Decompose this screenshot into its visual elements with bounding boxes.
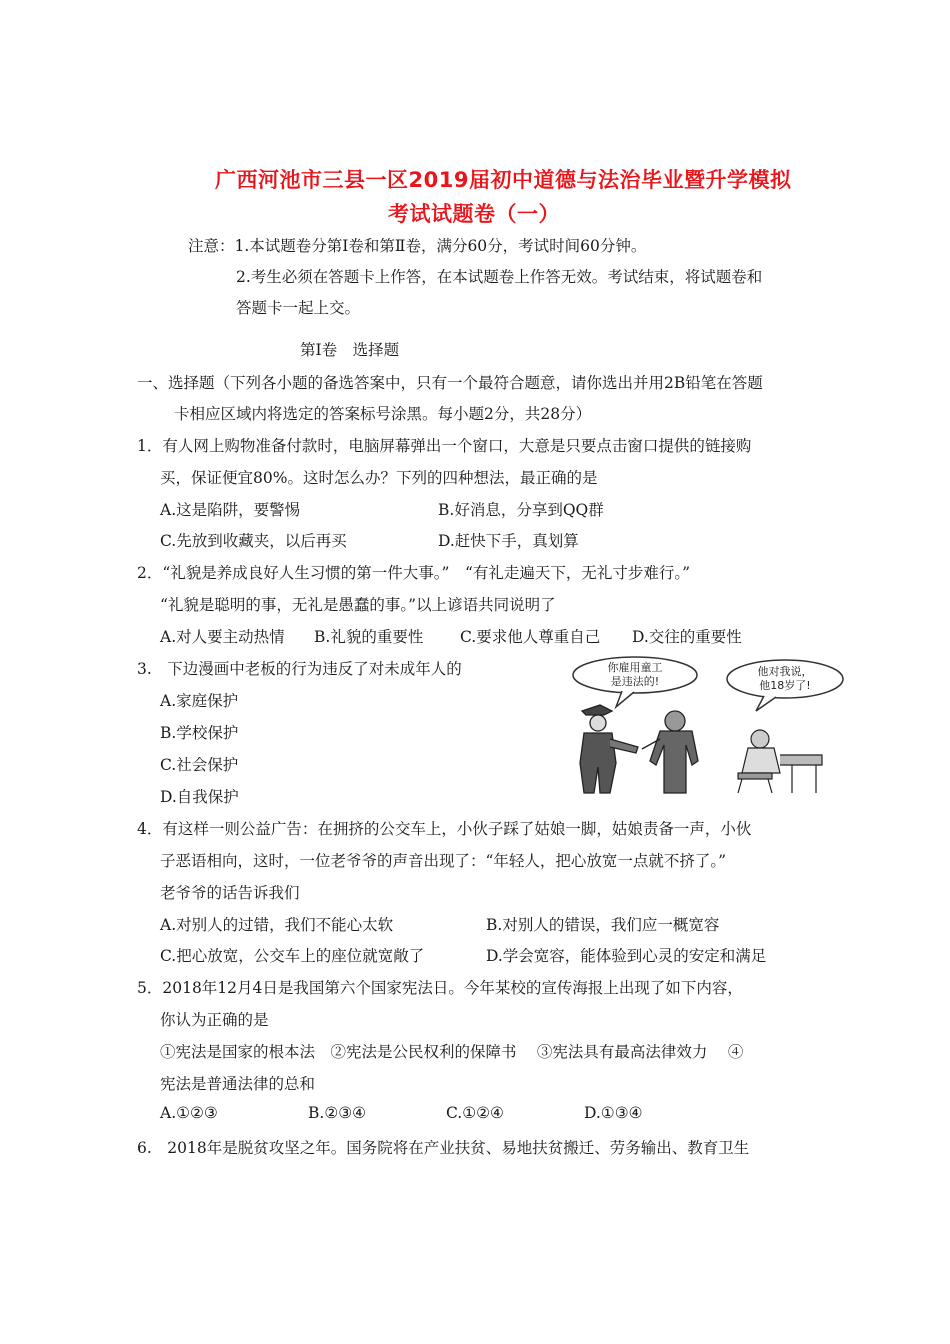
question-3-option-d: D.自我保护	[160, 788, 239, 806]
question-2-option-a: A.对人要主动热情	[160, 628, 285, 646]
question-2-stem-line-2: “礼貌是聪明的事，无礼是愚蠢的事。”以上谚语共同说明了	[160, 596, 556, 614]
question-4-option-b: B.对别人的错误，我们应一概宽容	[486, 916, 720, 934]
question-5-option-a: A.①②③	[160, 1104, 218, 1122]
question-3-option-c: C.社会保护	[160, 756, 239, 774]
question-1-option-b: B.好消息，分享到QQ群	[438, 501, 604, 519]
notice-line-1: 注意：1.本试题卷分第Ⅰ卷和第Ⅱ卷，满分60分，考试时间60分钟。	[188, 237, 647, 255]
part-one-instruction-line-2: 卡相应区域内将选定的答案标号涂黑。每小题2分，共28分）	[174, 405, 592, 423]
question-5-statements-line-2: 宪法是普通法律的总和	[160, 1075, 316, 1093]
officer-figure	[580, 705, 638, 793]
question-1-option-a: A.这是陷阱，要警惕	[160, 501, 301, 519]
speech-bubble-right-text-1: 他对我说，	[757, 665, 813, 678]
speech-bubble-left-text-2: 是违法的!	[610, 675, 660, 688]
speech-bubble-right-text-2: 他18岁了!	[759, 679, 811, 692]
question-1-option-c: C.先放到收藏夹，以后再买	[160, 532, 347, 550]
boss-figure	[642, 711, 698, 793]
question-4-option-d: D.学会宽容，能体验到心灵的安定和满足	[486, 947, 767, 965]
question-3-option-a: A.家庭保护	[160, 692, 239, 710]
question-5-option-c: C.①②④	[446, 1104, 504, 1122]
document-title-line-2: 考试试题卷（一）	[388, 202, 560, 226]
question-5-stem-line-1: 5．2018年12月4日是我国第六个国家宪法日。今年某校的宣传海报上出现了如下内容，	[137, 979, 743, 997]
question-1-option-d: D.赶快下手，真划算	[438, 532, 579, 550]
child-labor-cartoon	[560, 655, 848, 795]
question-2-option-c: C.要求他人尊重自己	[460, 628, 601, 646]
question-3-stem: 3. 下边漫画中老板的行为违反了对未成年人的	[137, 660, 462, 678]
question-1-stem-line-2: 买，保证便宜80%。这时怎么办？下列的四种想法，最正确的是	[160, 469, 598, 487]
question-5-option-b: B.②③④	[308, 1104, 367, 1122]
question-4-stem-line-1: 4．有这样一则公益广告：在拥挤的公交车上，小伙子踩了姑娘一脚，姑娘责备一声，小伙	[137, 820, 752, 838]
notice-line-3: 答题卡一起上交。	[236, 299, 361, 317]
question-4-option-c: C.把心放宽，公交车上的座位就宽敞了	[160, 947, 425, 965]
section-title: 第Ⅰ卷 选择题	[300, 341, 400, 359]
question-2-option-d: D.交往的重要性	[632, 628, 742, 646]
child-worker-figure	[738, 730, 822, 793]
question-1-stem-line-1: 1．有人网上购物准备付款时，电脑屏幕弹出一个窗口，大意是只要点击窗口提供的链接购	[137, 437, 752, 455]
part-one-instruction-line-1: 一、选择题（下列各小题的备选答案中，只有一个最符合题意，请你选出并用2B铅笔在答题	[137, 374, 763, 392]
question-2-option-b: B.礼貌的重要性	[314, 628, 424, 646]
question-2-stem-line-1: 2．“礼貌是养成良好人生习惯的第一件大事。” “有礼走遍天下，无礼寸步难行。”	[137, 564, 691, 582]
question-5-option-d: D.①③④	[584, 1104, 643, 1122]
question-5-statements-line-1: ①宪法是国家的根本法 ②宪法是公民权利的保障书 ③宪法具有最高法律效力 ④	[160, 1043, 744, 1061]
document-title-line-1: 广西河池市三县一区2019届初中道德与法治毕业暨升学模拟	[215, 168, 792, 192]
speech-bubble-left-text-1: 你雇用童工	[607, 661, 663, 674]
question-4-option-a: A.对别人的过错，我们不能心太软	[160, 916, 394, 934]
question-5-stem-line-2: 你认为正确的是	[160, 1011, 269, 1029]
notice-line-2: 2.考生必须在答题卡上作答，在本试题卷上作答无效。考试结束，将试题卷和	[236, 268, 763, 286]
question-4-stem-line-3: 老爷爷的话告诉我们	[160, 884, 300, 902]
question-4-stem-line-2: 子恶语相向，这时，一位老爷爷的声音出现了：“年轻人，把心放宽一点就不挤了。”	[160, 852, 727, 870]
question-6-stem-line-1: 6. 2018年是脱贫攻坚之年。国务院将在产业扶贫、易地扶贫搬迁、劳务输出、教育卫生	[137, 1139, 750, 1157]
question-3-option-b: B.学校保护	[160, 724, 239, 742]
